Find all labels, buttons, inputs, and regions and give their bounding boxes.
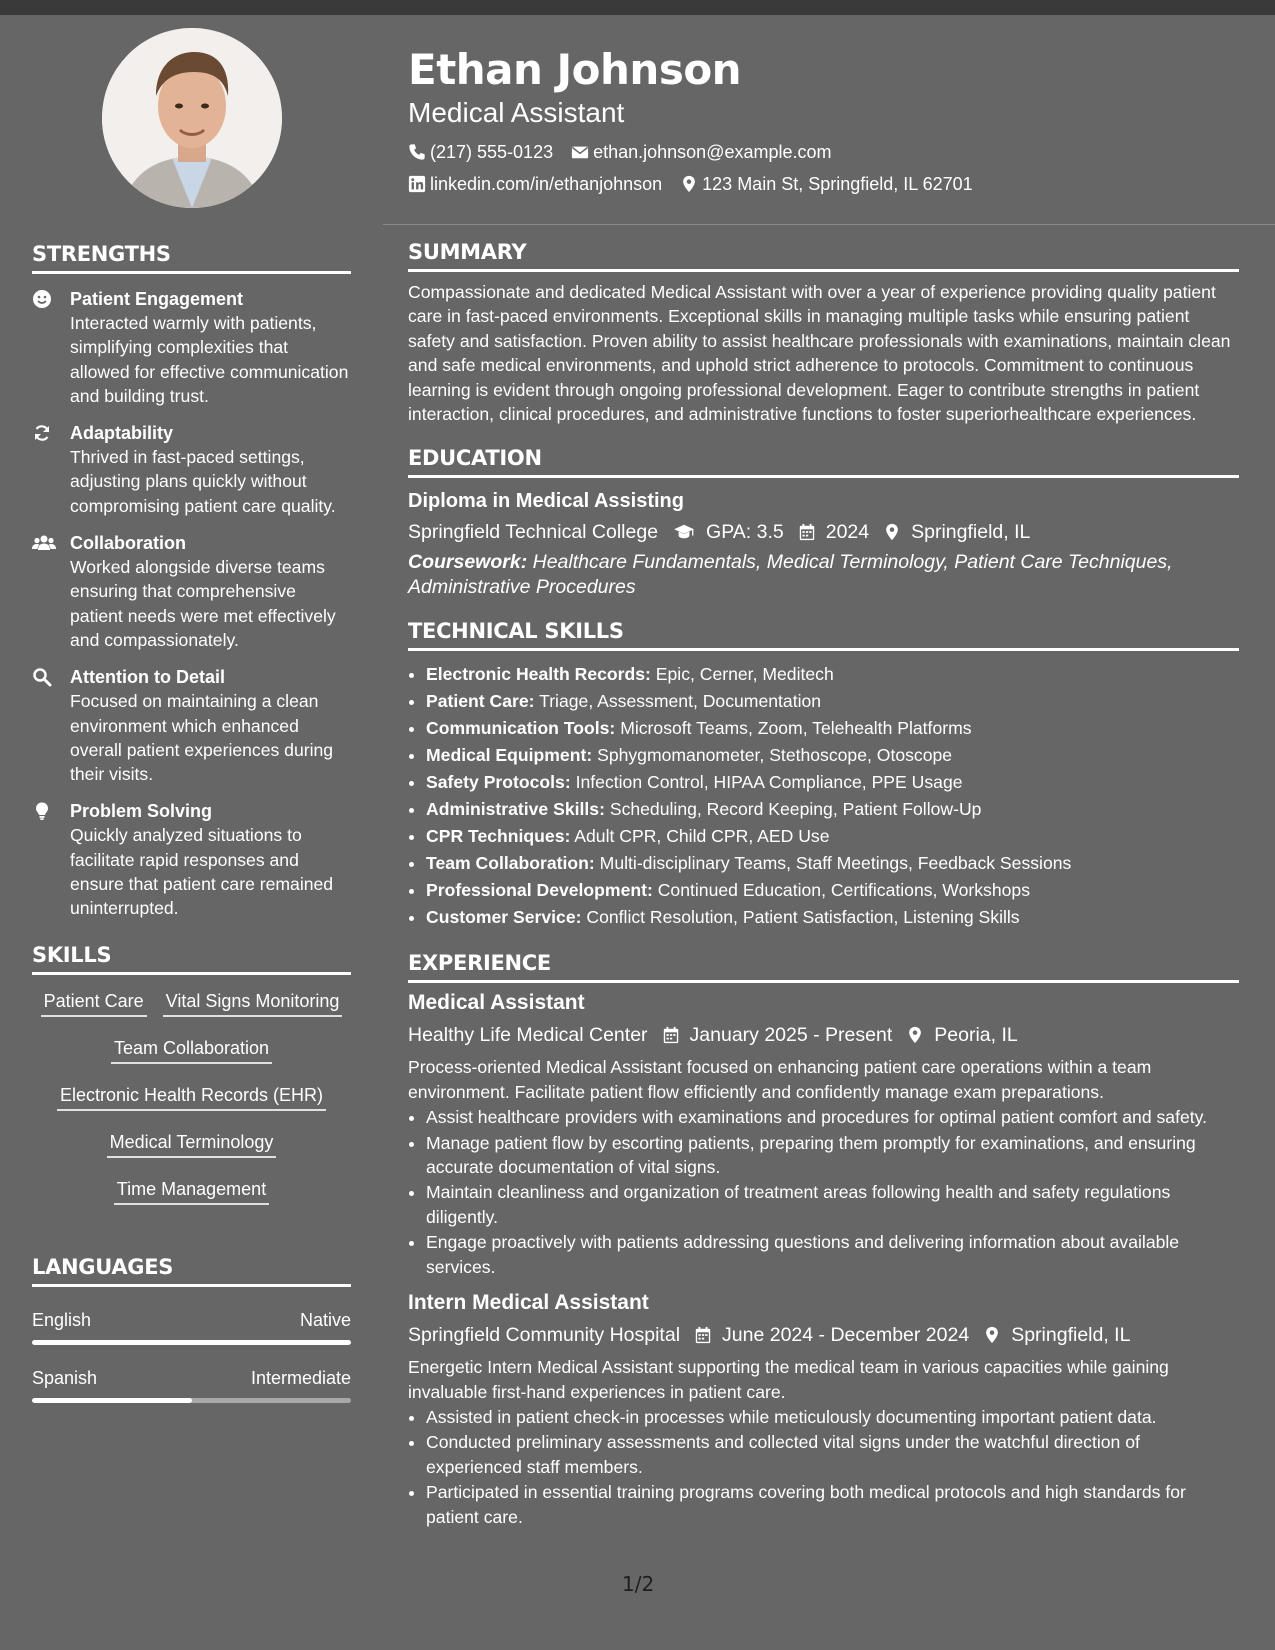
skill-tag: Medical Terminology bbox=[107, 1131, 277, 1158]
left-column bbox=[32, 28, 351, 1403]
coursework: Coursework: Healthcare Fundamentals, Medical Terminology, Patient Care Techniques, Administrative Procedures bbox=[408, 551, 1173, 598]
strength-title: Problem Solving bbox=[70, 801, 213, 822]
language-proficiency-bar bbox=[32, 1340, 351, 1345]
map-pin-icon bbox=[983, 1326, 1001, 1344]
calendar-icon bbox=[798, 523, 816, 541]
language-proficiency-bar bbox=[32, 1398, 351, 1403]
right-column bbox=[408, 240, 1239, 1529]
degree-title: Diploma in Medical Assisting bbox=[408, 490, 684, 513]
strength-title: Patient Engagement bbox=[70, 289, 244, 309]
job-description: Energetic Intern Medical Assistant supporting the medical team in various capacities while gaining invaluable first-hand experiences in patient care. bbox=[408, 1357, 1169, 1402]
list-item: • Patient Care: Triage, Assessment, Documentation bbox=[426, 688, 1239, 715]
skills-heading: SKILLS bbox=[32, 943, 351, 975]
smile-icon bbox=[32, 287, 70, 408]
company-name: Springfield Community Hospital bbox=[408, 1324, 681, 1347]
strength-title: Collaboration bbox=[70, 533, 186, 554]
lightbulb-icon bbox=[32, 799, 70, 920]
linkedin-icon bbox=[408, 175, 426, 193]
strength-item bbox=[32, 287, 351, 408]
strength-desc: Focused on maintaining a clean environment which enhanced overall patient experiences during their visits. bbox=[70, 691, 334, 785]
map-pin-icon bbox=[883, 523, 901, 541]
map-pin-icon bbox=[680, 175, 698, 193]
location-item bbox=[983, 1321, 1130, 1349]
job-bullets bbox=[408, 1105, 1239, 1279]
job-meta bbox=[408, 1021, 1239, 1049]
job-title: Medical Assistant bbox=[408, 991, 585, 1015]
strength-desc: Quickly analyzed situations to facilitate rapid responses and ensure that patient care remained uninterrupted. bbox=[70, 825, 334, 919]
candidate-title: Medical Assistant bbox=[408, 97, 625, 128]
strength-title: Attention to Detail bbox=[70, 667, 225, 688]
year-text: 2024 bbox=[825, 521, 870, 544]
gpa-item bbox=[672, 518, 784, 546]
skill-tags bbox=[32, 990, 351, 1205]
dates-item bbox=[662, 1021, 893, 1049]
linkedin-contact[interactable] bbox=[408, 168, 662, 200]
skill-tag: Vital Signs Monitoring bbox=[163, 990, 343, 1017]
strength-item bbox=[32, 421, 351, 518]
phone-contact bbox=[408, 136, 553, 168]
strength-title: Adaptability bbox=[70, 423, 174, 444]
top-bar bbox=[0, 0, 1275, 15]
phone-icon bbox=[408, 143, 426, 161]
profile-photo bbox=[102, 28, 282, 208]
education-heading: EDUCATION bbox=[408, 446, 1239, 478]
strength-desc: Thrived in fast-paced settings, adjusting plans quickly without compromising patient care quality. bbox=[70, 447, 336, 516]
list-item: • Team Collaboration: Multi-disciplinary Teams, Staff Meetings, Feedback Sessions bbox=[426, 850, 1239, 877]
address-contact bbox=[680, 168, 973, 200]
linkedin-text[interactable]: linkedin.com/in/ethanjohnson bbox=[430, 174, 663, 194]
resume-header bbox=[408, 44, 991, 200]
summary-text: Compassionate and dedicated Medical Assistant with over a year of experience providing quality patient care in fast-paced environments. Exceptional skills in managing multiple tasks while ensuring patient safety and satisfaction. Proven ability to assist healthcare professionals with examinations, maintain clean and safe medical environments, and uphold strict adherence to protocols. Commitment to continuous learning is evident through ongoing professional development. Eager to contribute strengths in patient interaction, clinical procedures, and administrative functions to foster superiorhealthcare experiences. bbox=[408, 282, 1231, 425]
list-item: • Participated in essential training programs covering both medical protocols and high standards for patient care. bbox=[426, 1480, 1239, 1529]
envelope-icon bbox=[571, 143, 589, 161]
strength-desc: Worked alongside diverse teams ensuring that comprehensive patient needs were met effectively and compassionately. bbox=[70, 557, 336, 650]
strength-item bbox=[32, 665, 351, 786]
language-level: Intermediate bbox=[250, 1367, 351, 1388]
language-level: Native bbox=[299, 1309, 351, 1330]
candidate-name: Ethan Johnson bbox=[408, 45, 742, 94]
summary-heading: SUMMARY bbox=[408, 240, 1239, 272]
list-item: • Medical Equipment: Sphygmomanometer, Stethoscope, Otoscope bbox=[426, 742, 1239, 769]
job-description: Process-oriented Medical Assistant focused on enhancing patient care operations within a team environment. Facilitate patient flow efficiently and confidently manage exam preparations. bbox=[408, 1057, 1152, 1102]
list-item: • Manage patient flow by escorting patients, preparing them promptly for examinations, and ensuring accurate documentation of vital signs. bbox=[426, 1131, 1239, 1180]
list-item: • Electronic Health Records: Epic, Cerner, Meditech bbox=[426, 661, 1239, 688]
strengths-heading: STRENGTHS bbox=[32, 242, 351, 274]
address-text: 123 Main St, Springfield, IL 62701 bbox=[702, 174, 973, 194]
technical-skills-section bbox=[408, 619, 1239, 931]
education-meta bbox=[408, 518, 1239, 546]
strength-item bbox=[32, 799, 351, 920]
contact-info bbox=[408, 136, 991, 200]
phone-text: (217) 555-0123 bbox=[430, 142, 554, 162]
calendar-icon bbox=[694, 1326, 712, 1344]
list-item: • Assist healthcare providers with examinations and procedures for optimal patient comfort and safety. bbox=[426, 1105, 1239, 1129]
job-meta bbox=[408, 1321, 1239, 1349]
job-title: Intern Medical Assistant bbox=[408, 1291, 649, 1315]
list-item: • Maintain cleanliness and organization of treatment areas following health and safety regulations diligently. bbox=[426, 1180, 1239, 1229]
language-name: Spanish bbox=[32, 1367, 98, 1388]
gpa-text: GPA: 3.5 bbox=[706, 521, 784, 544]
list-item: • CPR Techniques: Adult CPR, Child CPR, AED Use bbox=[426, 823, 1239, 850]
technical-skills-heading: TECHNICAL SKILLS bbox=[408, 619, 1239, 651]
page-indicator: 1/2 bbox=[622, 1572, 655, 1596]
location-text: Springfield, IL bbox=[911, 521, 1031, 544]
languages-section bbox=[32, 1255, 351, 1403]
year-item bbox=[798, 518, 869, 546]
language-item bbox=[32, 1309, 351, 1345]
experience-heading: EXPERIENCE bbox=[408, 951, 1239, 983]
company-name: Healthy Life Medical Center bbox=[408, 1024, 648, 1047]
location-text: Springfield, IL bbox=[1011, 1324, 1131, 1347]
location-item bbox=[883, 518, 1030, 546]
skills-section bbox=[32, 943, 351, 1205]
list-item: • Administrative Skills: Scheduling, Record Keeping, Patient Follow-Up bbox=[426, 796, 1239, 823]
dates-text: June 2024 - December 2024 bbox=[722, 1324, 970, 1347]
strengths-section bbox=[32, 242, 351, 921]
list-item: • Communication Tools: Microsoft Teams, Zoom, Telehealth Platforms bbox=[426, 715, 1239, 742]
list-item: • Conducted preliminary assessments and collected vital signs under the watchful direction of experienced staff members. bbox=[426, 1430, 1239, 1479]
skill-tag: Team Collaboration bbox=[111, 1037, 272, 1064]
language-item bbox=[32, 1367, 351, 1403]
school-name: Springfield Technical College bbox=[408, 521, 659, 544]
location-text: Peoria, IL bbox=[934, 1024, 1018, 1047]
dates-item bbox=[694, 1321, 969, 1349]
graduation-cap-icon bbox=[672, 523, 696, 541]
list-item: • Customer Service: Conflict Resolution, Patient Satisfaction, Listening Skills bbox=[426, 904, 1239, 931]
job-entry bbox=[408, 1289, 1239, 1529]
strength-desc: Interacted warmly with patients, simplifying complexities that allowed for effective communication and building trust. bbox=[70, 313, 349, 406]
list-item: • Engage proactively with patients addressing questions and delivering information about available services. bbox=[426, 1230, 1239, 1279]
email-contact[interactable] bbox=[571, 136, 831, 168]
language-name: English bbox=[32, 1309, 92, 1330]
job-entry bbox=[408, 989, 1239, 1279]
experience-section bbox=[408, 951, 1239, 1529]
search-icon bbox=[32, 665, 70, 786]
skill-tag: Time Management bbox=[114, 1178, 269, 1205]
location-item bbox=[906, 1021, 1017, 1049]
skill-tag: Electronic Health Records (EHR) bbox=[57, 1084, 326, 1111]
users-icon bbox=[32, 531, 70, 652]
map-pin-icon bbox=[906, 1026, 924, 1044]
job-bullets bbox=[408, 1405, 1239, 1529]
list-item: • Safety Protocols: Infection Control, HIPAA Compliance, PPE Usage bbox=[426, 769, 1239, 796]
header-divider bbox=[383, 224, 1275, 225]
education-section bbox=[408, 446, 1239, 599]
list-item: • Assisted in patient check-in processes while meticulously documenting important patient data. bbox=[426, 1405, 1239, 1429]
sync-icon bbox=[32, 421, 70, 518]
summary-section bbox=[408, 240, 1239, 426]
dates-text: January 2025 - Present bbox=[689, 1024, 893, 1047]
calendar-icon bbox=[662, 1026, 680, 1044]
email-text[interactable]: ethan.johnson@example.com bbox=[593, 142, 832, 162]
technical-skills-list bbox=[408, 661, 1239, 931]
languages-heading: LANGUAGES bbox=[32, 1255, 351, 1287]
list-item: • Professional Development: Continued Education, Certifications, Workshops bbox=[426, 877, 1239, 904]
skill-tag: Patient Care bbox=[41, 990, 147, 1017]
strength-item bbox=[32, 531, 351, 652]
